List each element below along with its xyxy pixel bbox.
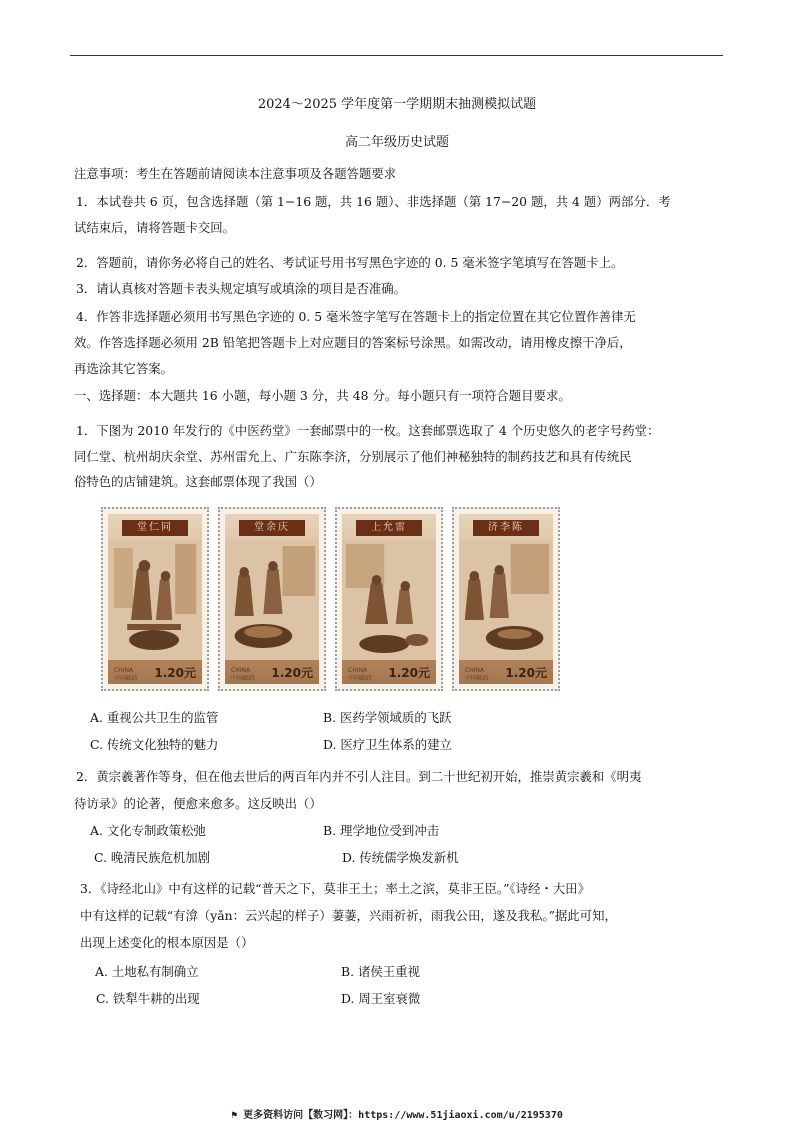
notice-line: 再选涂其它答案。 [74,361,174,376]
stamp [335,507,443,691]
q3-option-a: A. 土地私有制确立 [95,964,199,979]
stamp-illustration [342,540,436,660]
stamp-country: CHINA [465,667,485,674]
stamp-title: 堂仁同 [122,520,188,536]
q2-option-d: D. 传统儒学焕发新机 [342,850,459,865]
stamp-country: CHINA [114,667,134,674]
question-3-text: 中有这样的记载“有渰（yǎn：云兴起的样子）萋萋，兴雨祈祈，雨我公田，遂及我私。”据此可知， [80,908,617,923]
notice-line: 试结束后，请将答题卡交回。 [74,220,236,235]
q3-option-c: C. 铁犁牛耕的出现 [96,991,200,1006]
stamp-post: 中国邮政 [465,675,490,682]
q2-option-b: B. 理学地位受到冲击 [323,823,440,838]
stamp [452,507,560,691]
flag-icon: ⚑ [231,1110,238,1121]
footer-link[interactable]: 更多资料访问【数习网】：https://www.51jiaoxi.com/u/2195370 [243,1110,563,1121]
stamp-country: CHINA [348,667,368,674]
q2-option-a: A. 文化专制政策松弛 [90,823,206,838]
question-1-text: 1．下图为 2010 年发行的《中医药堂》一套邮票中的一枚。这套邮票选取了 4 个历史悠久的老字号药堂： [76,423,660,438]
stamp-value: 1.20元 [154,666,196,680]
stamp-post: 中国邮政 [114,675,139,682]
stamp-title: 济李陈 [473,520,539,536]
question-2-text: 2．黄宗羲著作等身，但在他去世后的两百年内并不引人注目。到二十世纪初开始，推崇黄宗羲和《明夷 [76,769,642,784]
stamp [101,507,209,691]
stamp-value: 1.20元 [271,666,313,680]
q3-option-d: D. 周王室衰微 [341,991,421,1006]
exam-subtitle: 高二年级历史试题 [344,135,449,150]
notice-line: 效。作答选择题必须用 2B 铅笔把答题卡上对应题目的答案标号涂黑。如需改动，请用橡皮擦干净后， [74,335,632,350]
notice-heading: 注意事项：考生在答题前请阅读本注意事项及各题答题要求 [74,166,397,181]
stamp-title: 上允雷 [356,520,422,536]
stamp [218,507,326,691]
header-rule [70,55,723,56]
q1-option-b: B. 医药学领域质的飞跃 [323,710,452,725]
question-1-text: 俗特色的店铺建筑。这套邮票体现了我国（） [74,474,322,489]
q1-option-d: D. 医疗卫生体系的建立 [323,737,452,752]
q1-option-c: C. 传统文化独特的魅力 [90,737,219,752]
stamp-illustration [459,540,553,660]
question-1-text: 同仁堂、杭州胡庆余堂、苏州雷允上、广东陈李济，分别展示了他们神秘独特的制药技艺和具有传统民 [74,449,632,464]
notice-line: 2．答题前，请你务必将自己的姓名、考试证号用书写黑色字迹的 0. 5 毫米签字笔填写在答题卡上。 [76,255,624,270]
stamp-illustration [108,540,202,660]
stamp-value: 1.20元 [505,666,547,680]
notice-line: 3．请认真核对答题卡表头规定填写或填涂的项目是否准确。 [76,281,407,296]
q2-option-c: C. 晚清民族危机加剧 [94,850,211,865]
notice-line: 1．本试卷共 6 页，包含选择题（第 1−16 题，共 16 题）、非选择题（第 17−20 题，共 4 题）两部分．考 [76,194,671,209]
stamp-value: 1.20元 [388,666,430,680]
question-3-text: 3．《诗经北山》中有这样的记载“普天之下，莫非王土；率土之滨，莫非王臣。”《诗经・大田》 [80,881,590,896]
stamp-post: 中国邮政 [231,675,256,682]
notice-line: 4．作答非选择题必须用书写黑色字迹的 0. 5 毫米签字笔写在答题卡上的指定位置在其它位置作善律无 [76,309,636,324]
q3-option-b: B. 诸侯王重视 [341,964,420,979]
footer-banner [0,1106,794,1121]
question-2-text: 待访录》的论著，便愈来愈多。这反映出（） [74,796,322,811]
stamp-post: 中国邮政 [348,675,373,682]
exam-title: 2024～2025 学年度第一学期期末抽测模拟试题 [257,97,537,112]
q1-option-a: A. 重视公共卫生的监管 [90,710,219,725]
stamp-set-image [101,507,561,693]
stamp-title: 堂余庆 [239,520,305,536]
stamp-country: CHINA [231,667,251,674]
section-heading: 一、选择题：本大题共 16 小题，每小题 3 分，共 48 分。每小题只有一项符合题目要求。 [74,388,571,403]
stamp-illustration [225,540,319,660]
question-3-text: 出现上述变化的根本原因是（） [80,935,254,950]
